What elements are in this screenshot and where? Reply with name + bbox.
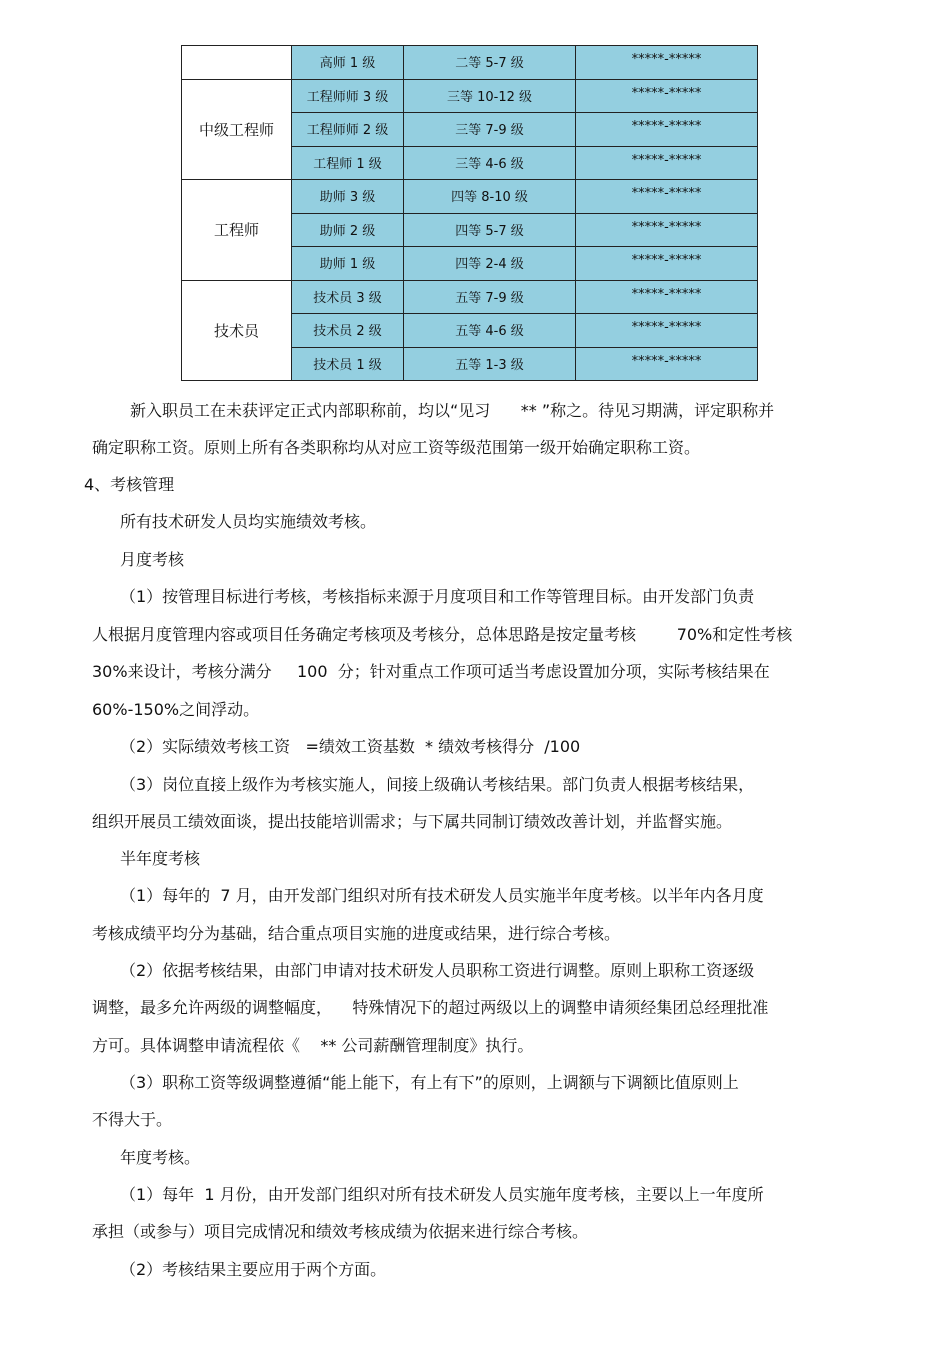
title-cell: 助师 2 级: [292, 213, 404, 247]
grade-cell: 四等 8-10 级: [404, 180, 576, 214]
subsection-heading: 年度考核。: [120, 1148, 201, 1167]
salary-cell: *****-*****: [576, 46, 758, 80]
category-cell: 中级工程师: [182, 79, 292, 180]
body-paragraph: 人根据月度管理内容或项目任务确定考核项及考核分，总体思路是按定量考核 70%和定性考核: [92, 625, 793, 644]
body-paragraph: （2）依据考核结果，由部门申请对技术研发人员职称工资进行调整。原则上职称工资逐级: [120, 961, 755, 980]
body-paragraph: 60%-150%之间浮动。: [92, 700, 260, 719]
body-paragraph: （3）职称工资等级调整遵循“能上能下，有上有下”的原则，上调额与下调额比值原则上: [120, 1073, 739, 1092]
grade-cell: 五等 7-9 级: [404, 280, 576, 314]
title-cell: 助师 1 级: [292, 247, 404, 281]
salary-cell: *****-*****: [576, 280, 758, 314]
grade-cell: 四等 5-7 级: [404, 213, 576, 247]
title-cell: 技术员 3 级: [292, 280, 404, 314]
grade-cell: 三等 7-9 级: [404, 113, 576, 147]
title-grade-table: [181, 45, 758, 381]
body-paragraph: （2）实际绩效考核工资 =绩效工资基数 * 绩效考核得分 /100: [120, 737, 581, 756]
salary-cell: *****-*****: [576, 347, 758, 381]
body-paragraph: （1）按管理目标进行考核，考核指标来源于月度项目和工作等管理目标。由开发部门负责: [120, 587, 755, 606]
body-paragraph: 组织开展员工绩效面谈，提出技能培训需求；与下属共同制订绩效改善计划，并监督实施。: [92, 812, 733, 831]
title-cell: 工程师 1 级: [292, 146, 404, 180]
body-paragraph: 考核成绩平均分为基础，结合重点项目实施的进度或结果，进行综合考核。: [92, 924, 621, 943]
grade-cell: 五等 4-6 级: [404, 314, 576, 348]
body-paragraph: 承担（或参与）项目完成情况和绩效考核成绩为依据来进行综合考核。: [92, 1222, 589, 1241]
category-cell: 技术员: [182, 280, 292, 381]
category-cell: 工程师: [182, 180, 292, 281]
body-paragraph: 调整，最多允许两级的调整幅度， 特殊情况下的超过两级以上的调整申请须经集团总经理批准: [92, 998, 769, 1017]
title-cell: 工程师师 3 级: [292, 79, 404, 113]
body-paragraph: （1）每年 1 月份，由开发部门组织对所有技术研发人员实施年度考核，主要以上一年度所: [120, 1185, 764, 1204]
salary-cell: *****-*****: [576, 314, 758, 348]
grade-cell: 三等 10-12 级: [404, 79, 576, 113]
category-cell: [182, 46, 292, 80]
body-paragraph: （2）考核结果主要应用于两个方面。: [120, 1260, 387, 1279]
body-paragraph: 新入职员工在未获评定正式内部职称前，均以“见习 ** ”称之。待见习期满，评定职称并: [130, 401, 775, 420]
body-paragraph: 方可。具体调整申请流程依《 ** 公司薪酬管理制度》执行。: [92, 1036, 534, 1055]
body-paragraph: （1）每年的 7 月，由开发部门组织对所有技术研发人员实施半年度考核。以半年内各月度: [120, 886, 764, 905]
title-cell: 技术员 1 级: [292, 347, 404, 381]
subsection-heading: 月度考核: [120, 550, 185, 569]
grade-cell: 四等 2-4 级: [404, 247, 576, 281]
body-paragraph: 不得大于。: [92, 1110, 173, 1129]
table-row: [182, 180, 758, 214]
table-row: [182, 79, 758, 113]
title-cell: 技术员 2 级: [292, 314, 404, 348]
salary-cell: *****-*****: [576, 180, 758, 214]
salary-cell: *****-*****: [576, 213, 758, 247]
body-paragraph: 30%来设计，考核分满分 100 分；针对重点工作项可适当考虑设置加分项，实际考核结果在: [92, 662, 770, 681]
grade-cell: 五等 1-3 级: [404, 347, 576, 381]
title-cell: 助师 3 级: [292, 180, 404, 214]
title-cell: 高师 1 级: [292, 46, 404, 80]
salary-cell: *****-*****: [576, 247, 758, 281]
salary-cell: *****-*****: [576, 146, 758, 180]
body-paragraph: 所有技术研发人员均实施绩效考核。: [120, 512, 377, 531]
grade-cell: 二等 5-7 级: [404, 46, 576, 80]
body-paragraph: （3）岗位直接上级作为考核实施人，间接上级确认考核结果。部门负责人根据考核结果，: [120, 775, 755, 794]
salary-cell: *****-*****: [576, 79, 758, 113]
body-paragraph: 确定职称工资。原则上所有各类职称均从对应工资等级范围第一级开始确定职称工资。: [92, 438, 701, 457]
grade-cell: 三等 4-6 级: [404, 146, 576, 180]
section-heading: 4、考核管理: [84, 475, 175, 494]
subsection-heading: 半年度考核: [120, 849, 201, 868]
title-cell: 工程师师 2 级: [292, 113, 404, 147]
table-row: [182, 46, 758, 80]
table-row: [182, 280, 758, 314]
salary-cell: *****-*****: [576, 113, 758, 147]
